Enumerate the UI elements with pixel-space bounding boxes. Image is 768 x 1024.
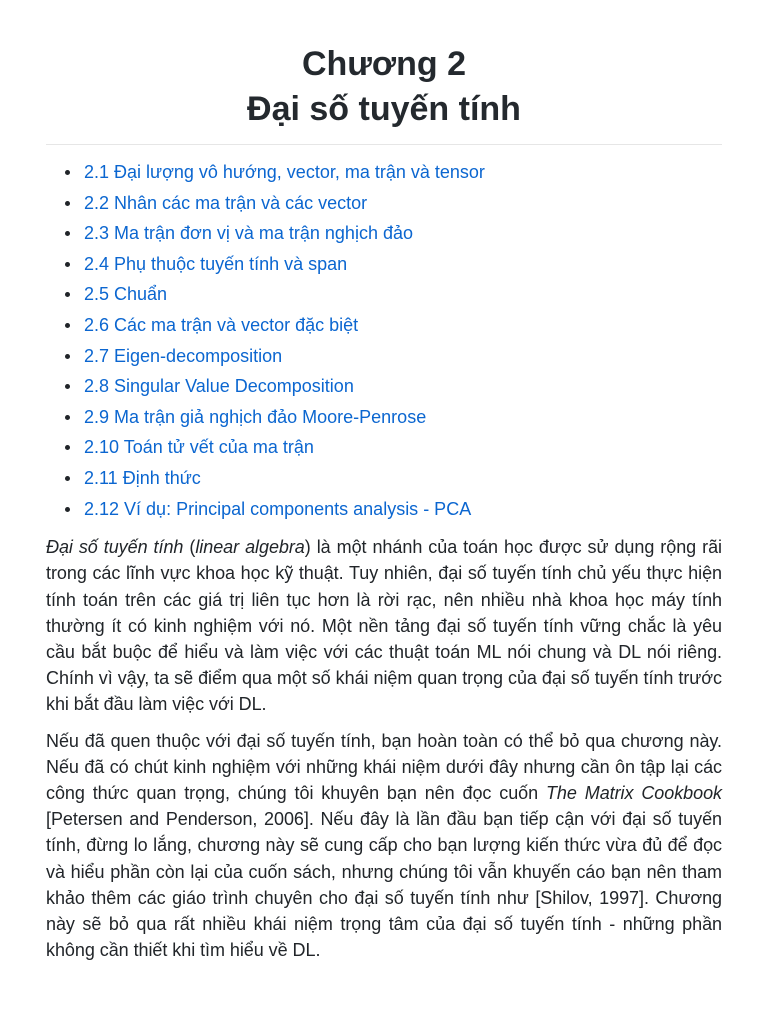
toc-item (46, 402, 722, 433)
toc-item (46, 249, 722, 280)
book-title-matrix-cookbook: The Matrix Cookbook (545, 782, 722, 803)
text-run: ( (183, 537, 196, 558)
chapter-name: Đại số tuyến tính (247, 90, 521, 128)
toc-item (46, 432, 722, 463)
toc-item (46, 463, 722, 494)
chapter-title (46, 42, 722, 132)
text-run: Nếu đã quen thuộc với đại số tuyến tính, bạn hoàn toàn có thể bỏ qua chương này. Nếu đã có chút kinh nghiệm với những khái niệm dưới đây nhưng cần ôn tập lại các công thức quan trọng, chúng tôi khuyên bạn nên đọc cuốn (46, 730, 722, 803)
table-of-contents (46, 157, 722, 524)
toc-item (46, 218, 722, 249)
toc-item (46, 279, 722, 310)
toc-item (46, 310, 722, 341)
toc-item (46, 188, 722, 219)
term-linear-algebra-vi: Đại số tuyến tính (46, 537, 184, 558)
toc-item (46, 341, 722, 372)
text-run: ) là một nhánh của toán học được sử dụng rộng rãi trong các lĩnh vực khoa học kỹ thuật. Tuy nhiên, đại số tuyến tính chủ yếu thực hiện tính toán trên các giá trị liên tục hơn là rời rạc, nên nhiều nhà khoa học máy tính thường ít có kinh nghiệm với nó. Một nền tảng đại số tuyến tính vững chắc là yêu cầu bắt buộc để hiểu và làm việc với các thuật toán ML nói chung và DL nói riêng. Chính vì vậy, ta sẽ điểm qua một số khái niệm quan trọng của đại số tuyến tính trước khi bắt đầu làm việc với DL. (46, 537, 722, 715)
intro-paragraph-2 (46, 728, 722, 964)
intro-paragraph-1 (46, 534, 722, 717)
toc-link-2-7[interactable]: 2.7 Eigen-decomposition (84, 345, 283, 366)
toc-link-2-6[interactable]: 2.6 Các ma trận và vector đặc biệt (84, 314, 359, 335)
toc-link-2-11[interactable]: 2.11 Định thức (84, 467, 201, 488)
text-run: [Petersen and Penderson, 2006]. Nếu đây là lần đầu bạn tiếp cận với đại số tuyến tính, đừng lo lắng, chương này sẽ cung cấp cho bạn lượng kiến thức vừa đủ để đọc và hiểu phần còn lại của cuốn sách, nhưng chúng tôi vẫn khuyến cáo bạn nên tham khảo thêm các giáo trình chuyên cho đại số tuyến tính như [Shilov, 1997]. Chương này sẽ bỏ qua rất nhiều khái niệm trọng tâm của đại số tuyến tính - những phần không cần thiết khi tìm hiểu về DL. (46, 809, 722, 961)
toc-link-2-5[interactable]: 2.5 Chuẩn (84, 284, 168, 305)
toc-item (46, 157, 722, 188)
toc-link-2-1[interactable]: 2.1 Đại lượng vô hướng, vector, ma trận và tensor (84, 162, 485, 182)
toc-item (46, 371, 722, 402)
document-page (46, 0, 722, 963)
toc-link-2-4[interactable]: 2.4 Phụ thuộc tuyến tính và span (84, 253, 348, 274)
toc-link-2-10[interactable]: 2.10 Toán tử vết của ma trận (84, 437, 314, 458)
toc-link-2-3[interactable]: 2.3 Ma trận đơn vị và ma trận nghịch đảo (84, 223, 413, 244)
toc-item (46, 494, 722, 525)
toc-link-2-8[interactable]: 2.8 Singular Value Decomposition (84, 376, 354, 397)
term-linear-algebra-en: linear algebra (195, 537, 305, 558)
toc-link-2-2[interactable]: 2.2 Nhân các ma trận và các vector (84, 192, 368, 213)
chapter-number: Chương 2 (301, 45, 466, 83)
title-divider (46, 144, 722, 145)
toc-link-2-9[interactable]: 2.9 Ma trận giả nghịch đảo Moore-Penrose (84, 406, 427, 427)
toc-link-2-12[interactable]: 2.12 Ví dụ: Principal components analysis - PCA (84, 498, 472, 519)
